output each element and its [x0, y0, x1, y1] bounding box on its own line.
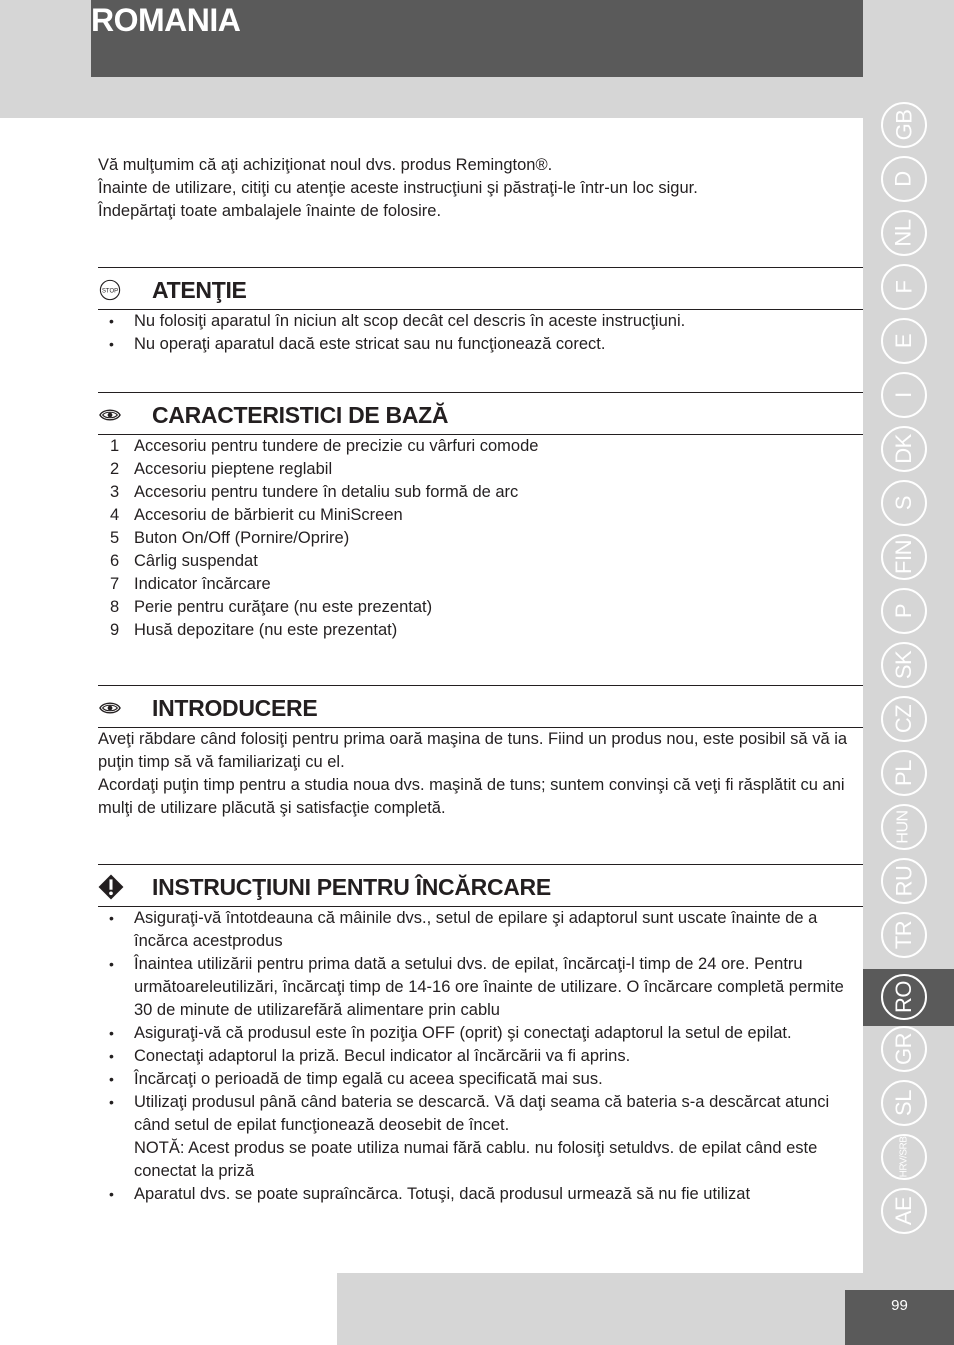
tab-circle — [881, 372, 927, 418]
language-tab-cz[interactable] — [877, 692, 931, 746]
language-tab-d[interactable] — [877, 152, 931, 206]
item-number: 5 — [110, 529, 120, 547]
item-number: 6 — [110, 552, 120, 570]
tab-circle — [881, 534, 927, 580]
language-code: GB — [890, 109, 916, 141]
list-item — [98, 458, 863, 481]
tab-circle — [881, 210, 927, 256]
language-tab-s[interactable] — [877, 476, 931, 530]
language-tab-ae[interactable] — [877, 1184, 931, 1238]
list-item — [98, 527, 863, 550]
list-item: • Conectaţi adaptorul la priză. Becul indicator al încărcării va fi aprins. — [98, 1045, 863, 1068]
item-text: Accesoriu pentru tundere în detaliu sub formă de arc — [134, 483, 519, 501]
charging-list — [98, 907, 863, 1206]
tab-circle — [881, 912, 927, 958]
item-number: 1 — [110, 437, 120, 455]
section-attention — [98, 267, 863, 356]
page-bottom-panel — [0, 1273, 337, 1345]
item-number: 2 — [110, 460, 120, 478]
tab-circle — [881, 1188, 927, 1234]
language-tab-sl[interactable] — [877, 1076, 931, 1130]
language-tab-tr[interactable] — [877, 908, 931, 962]
language-tab-ru[interactable] — [877, 854, 931, 908]
language-tab-pl[interactable] — [877, 746, 931, 800]
item-text: Cârlig suspendat — [134, 552, 258, 570]
list-item: • Înaintea utilizării pentru prima dată a setului dvs. de epilat, încărcaţi-l timp de 24 ore. Pentru următoareleutilizări, încărcaţi timp de 14-16 ore înainte de utilizare. O încărcare completă permite 30 de minute de utilizarefără alimentare prin cablu — [98, 953, 863, 1022]
page-number-box — [845, 1290, 954, 1345]
list-item — [98, 550, 863, 573]
language-code: F — [890, 280, 916, 294]
language-code: SL — [890, 1090, 916, 1116]
item-number: 3 — [110, 483, 120, 501]
section-title: ATENŢIE — [152, 277, 247, 303]
section-header — [98, 392, 863, 435]
paragraph: Acordaţi puţin timp pentru a studia noua dvs. maşină de tuns; suntem convinşi că veţi fi răsplătit cu ani mulţi de utilizare plăcută şi satisfacţie completă. — [98, 776, 845, 817]
list-item — [98, 1091, 863, 1183]
tab-circle — [881, 696, 927, 742]
language-code: DK — [891, 434, 916, 464]
item-number: 9 — [110, 621, 120, 639]
language-code: RO — [891, 981, 916, 1013]
tab-circle — [881, 642, 927, 688]
item-number: 4 — [110, 506, 120, 524]
language-code: RU — [891, 865, 916, 897]
list-item — [98, 596, 863, 619]
language-code: PL — [890, 760, 916, 786]
list-item — [98, 504, 863, 527]
tab-circle — [881, 1134, 927, 1180]
language-code: NL — [891, 219, 916, 247]
list-item: • Nu operaţi aparatul dacă este stricat sau nu funcţionează corect. — [98, 333, 863, 356]
language-tab-hrv-srb[interactable] — [877, 1130, 931, 1184]
list-item — [98, 435, 863, 458]
language-tab-f[interactable] — [877, 260, 931, 314]
language-code: D — [890, 171, 916, 187]
item-number: 8 — [110, 598, 120, 616]
section-header — [98, 267, 863, 310]
attention-list — [98, 310, 863, 356]
list-item: • Asiguraţi-vă întotdeauna că mâinile dvs., setul de epilare şi adaptorul sunt uscate înainte de a încărca acestprodus — [98, 907, 863, 953]
language-code: TR — [890, 920, 916, 950]
language-code: GR — [891, 1033, 916, 1065]
page-number: 99 — [891, 1297, 908, 1314]
intro-line: Vă mulţumim că aţi achiziţionat noul dvs. produs Remington®. — [98, 156, 553, 174]
list-item: • Asiguraţi-vă că produsul este în poziţia OFF (oprit) şi conectaţi adaptorul la setul de epilat. — [98, 1022, 863, 1045]
section-title: INSTRUCŢIUNI PENTRU ÎNCĂRCARE — [152, 874, 551, 900]
tab-circle — [881, 974, 927, 1020]
section-title: INTRODUCERE — [152, 695, 318, 721]
language-tab-ro[interactable] — [877, 970, 931, 1024]
page-content — [0, 118, 863, 1273]
stop-icon — [98, 279, 122, 301]
section-header — [98, 864, 863, 907]
tab-circle — [881, 156, 927, 202]
language-tab-dk[interactable] — [877, 422, 931, 476]
language-tab-hun[interactable] — [877, 800, 931, 854]
language-code: S — [891, 495, 916, 511]
section-title: CARACTERISTICI DE BAZĂ — [152, 402, 449, 428]
language-tab-nl[interactable] — [877, 206, 931, 260]
section-introduction — [98, 685, 863, 820]
warning-icon — [97, 874, 125, 900]
language-code: I — [891, 392, 916, 398]
item-text: Husă depozitare (nu este prezentat) — [134, 621, 398, 639]
list-item — [98, 619, 863, 642]
language-tab-p[interactable] — [877, 584, 931, 638]
section-header — [98, 685, 863, 728]
list-item — [98, 481, 863, 504]
page-title: ROMANIA — [91, 2, 241, 38]
list-item: • Încărcaţi o perioadă de timp egală cu aceea specificată mai sus. — [98, 1068, 863, 1091]
tab-circle — [881, 858, 927, 904]
tab-circle — [881, 588, 927, 634]
features-list — [98, 435, 863, 642]
eye-icon — [98, 404, 122, 426]
eye-icon — [98, 697, 122, 719]
paragraph: Aveţi răbdare când folosiţi pentru prima oară maşina de tuns. Fiind un produs nou, este posibil să vă ia puţin timp să vă familiarizaţi cu el. — [98, 730, 848, 771]
section-charging — [98, 864, 863, 1206]
language-tab-e[interactable] — [877, 314, 931, 368]
item-text: Accesoriu pentru tundere de precizie cu vârfuri comode — [134, 437, 539, 455]
language-code: HUN — [894, 810, 912, 844]
item-text: Buton On/Off (Pornire/Oprire) — [134, 529, 350, 547]
tab-circle — [881, 480, 927, 526]
intro-line: Înainte de utilizare, citiţi cu atenţie aceste instrucţiuni şi păstraţi-le într-un loc sigur. — [98, 179, 698, 197]
tab-circle — [881, 804, 927, 850]
tab-circle — [881, 264, 927, 310]
item-text: Utilizaţi produsul până când bateria se descarcă. Vă daţi seama că bateria s-a descărcat atunci când setul de epilat funcţionează deosebit de încet. — [134, 1093, 830, 1134]
intro-line: Îndepărtaţi toate ambalajele înainte de folosire. — [98, 202, 442, 220]
note-text: NOTĂ: Acest produs se poate utiliza numai fără cablu. nu folosiţi setuldvs. de epilat când este conectat la priză — [134, 1139, 818, 1180]
item-text: Accesoriu de bărbierit cu MiniScreen — [134, 506, 403, 524]
tab-circle — [881, 102, 927, 148]
tab-circle — [881, 750, 927, 796]
language-code: CZ — [890, 704, 916, 734]
section-features — [98, 392, 863, 642]
language-code: FIN — [890, 540, 916, 574]
item-text: Perie pentru curăţare (nu este prezentat) — [134, 598, 433, 616]
tab-circle — [881, 426, 927, 472]
list-item — [98, 573, 863, 596]
language-tab-i[interactable] — [877, 368, 931, 422]
language-code: HRV/SRB — [898, 1136, 909, 1178]
language-code: AE — [890, 1196, 916, 1226]
language-tab-gr[interactable] — [877, 1022, 931, 1076]
language-code: P — [891, 603, 916, 619]
item-text: Indicator încărcare — [134, 575, 271, 593]
tab-circle — [881, 318, 927, 364]
svg-text:STOP: STOP — [101, 288, 119, 295]
item-number: 7 — [110, 575, 120, 593]
item-text: Accesoriu pieptene reglabil — [134, 460, 333, 478]
tab-circle — [881, 1026, 927, 1072]
introduction-text — [98, 728, 863, 820]
language-tab-sk[interactable] — [877, 638, 931, 692]
language-code: SK — [890, 650, 916, 680]
language-code: E — [891, 333, 916, 349]
language-tab-gb[interactable] — [877, 98, 931, 152]
intro-text — [98, 154, 863, 223]
list-item: • Aparatul dvs. se poate supraîncărca. Totuşi, dacă produsul urmează să nu fie utilizat — [98, 1183, 863, 1206]
tab-circle — [881, 1080, 927, 1126]
list-item: • Nu folosiţi aparatul în niciun alt scop decât cel descris în aceste instrucţiuni. — [98, 310, 863, 333]
language-nav — [863, 95, 954, 1273]
language-tab-fin[interactable] — [877, 530, 931, 584]
header-bar — [91, 0, 863, 77]
